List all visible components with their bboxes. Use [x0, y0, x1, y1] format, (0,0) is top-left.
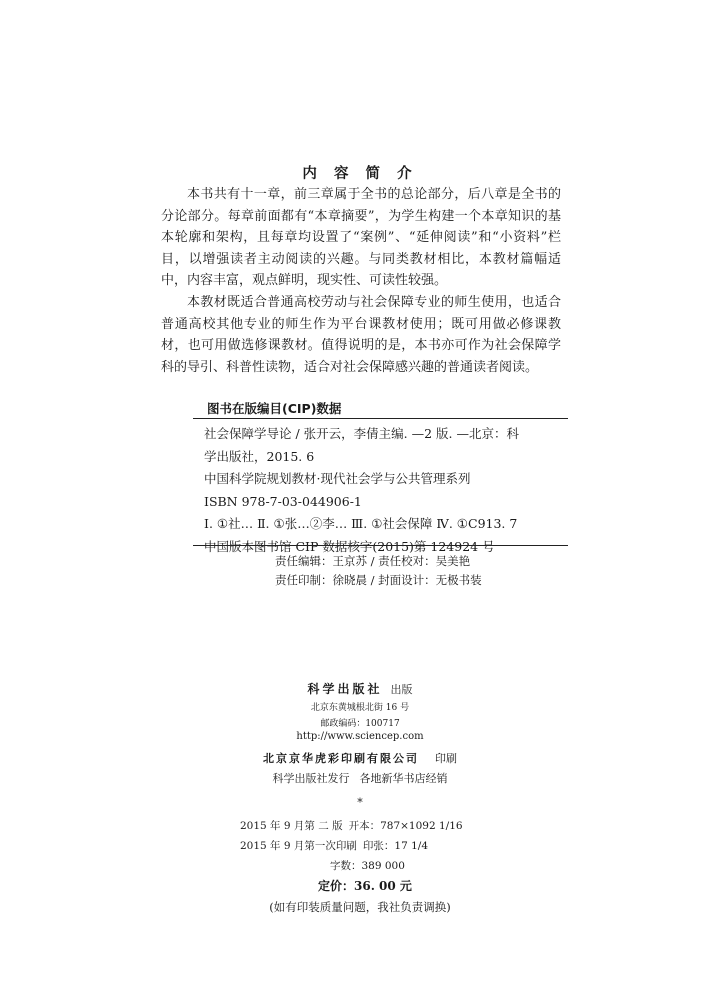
- cip-divider-bottom: [193, 545, 568, 546]
- cip-line-classification: Ⅰ. ①社… Ⅱ. ①张…②李… Ⅲ. ①社会保障 Ⅳ. ①C913. 7: [204, 516, 518, 531]
- cip-line-series: 中国科学院规划教材·现代社会学与公共管理系列: [204, 471, 471, 486]
- distribution-issuer: 科学出版社发行: [272, 772, 350, 785]
- cip-line-title: 社会保障学导论 / 张开云，李倩主编. —2 版. —北京：科: [204, 426, 519, 441]
- editors-line-1: 责任编辑：王京苏 / 责任校对：吴美艳: [275, 554, 471, 568]
- price: 定价：36. 00 元: [318, 879, 412, 893]
- publisher-name: 科学出版社: [307, 682, 383, 696]
- edition-format: 开本：787×1092 1/16: [348, 820, 463, 832]
- distribution-line: [0, 770, 720, 786]
- printing-date: 2015 年 9 月第一次印刷: [240, 840, 357, 852]
- printer-name: 北京京华虎彩印刷有限公司: [263, 752, 419, 765]
- publisher-website: http://www.sciencep.com: [296, 731, 424, 742]
- cip-heading: 图书在版编目(CIP)数据: [207, 401, 342, 416]
- summary-body: [161, 184, 561, 378]
- summary-paragraph-2: 本教材既适合普通高校劳动与社会保障专业的师生使用，也适合普通高校其他专业的师生作为平台课教材使用；既可用做必修课教材，也可用做选修课教材。值得说明的是，本书亦可作为社会保障学科的导引、科普性读物，适合对社会保障感兴趣的普通读者阅读。: [161, 294, 561, 375]
- printing-line: [240, 838, 428, 853]
- summary-paragraph-1: 本书共有十一章，前三章属于全书的总论部分，后八章是全书的分论部分。每章前面都有“本章摘要”，为学生构建一个本章知识的基本轮廓和架构，且每章均设置了“案例”、“延伸阅读”和“小资料”栏目，以增强读者主动阅读的兴趣。与同类教材相比，本教材篇幅适中，内容丰富，观点鲜明，现实性、可读性较强。: [161, 187, 561, 289]
- printing-sheets: 印张：17 1/4: [362, 840, 429, 852]
- editors-block: [275, 552, 575, 590]
- cip-divider-top: [193, 418, 568, 419]
- cip-body: [204, 423, 564, 558]
- summary-title: 内 容 简 介: [302, 166, 418, 182]
- edition-line: [240, 818, 463, 833]
- publisher-address: 北京东黄城根北街 16 号: [310, 703, 410, 713]
- cip-line-isbn: ISBN 978-7-03-044906-1: [204, 493, 362, 509]
- word-count: 字数：389 000: [330, 860, 405, 872]
- printer-suffix: 印刷: [435, 752, 457, 765]
- separator-star: *: [357, 796, 363, 809]
- editors-line-2: 责任印制：徐晓晨 / 封面设计：无极书装: [275, 573, 482, 587]
- publisher-suffix: 出版: [390, 683, 413, 696]
- publisher-line: [0, 680, 720, 697]
- quality-notice: (如有印装质量问题，我社负责调换): [269, 900, 451, 914]
- printer-line: [0, 750, 720, 766]
- distribution-sellers: 各地新华书店经销: [359, 772, 448, 785]
- cip-line-record-number: 中国版本图书馆 CIP 数据核字(2015)第 124924 号: [204, 538, 495, 554]
- edition-date: 2015 年 9 月第 二 版: [240, 820, 343, 832]
- publisher-postcode: 邮政编码：100717: [320, 719, 400, 729]
- cip-line-publisher: 学出版社，2015. 6: [204, 448, 315, 464]
